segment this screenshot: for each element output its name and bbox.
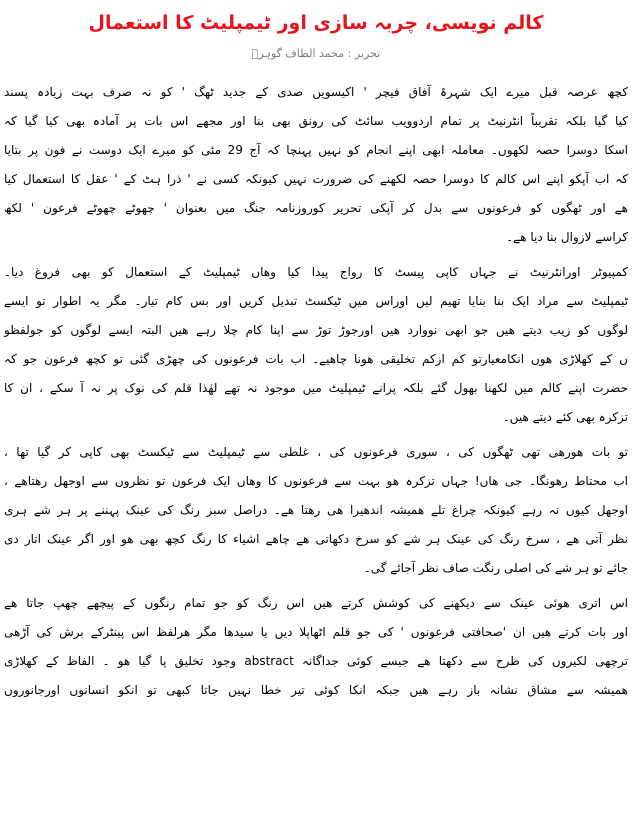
paragraph-2 [4,258,628,432]
text-line: اسکا دوسرا حصہ لکھوں۔ معاملہ ابھی اپنے انجام کو نہیں پہنچا کہ آج 29 مئی کو میرے ایک دوست نے فون پر بتایا [4,143,628,157]
text-line: تزکرہ بھی کئے دیتے ھیں۔ [502,410,628,424]
text-line: ٹیمپلیٹ سے مراد ایک بنا بنایا تھیم لیں اوراس میں ٹیکسٹ تبدیل کریں اور بس کام تیار۔ مگر یہ اطوار تو ایسے [4,294,628,308]
paragraph-1 [4,78,628,252]
text-line: ترچھی لکیروں کی طرح سے دکھتا ھے جیسے کوئی جداگانہ abstract وجود تخلیق پا گیا ھو ۔ الفاظ کے کھلاڑی [4,654,628,668]
text-line: ھے اور ٹھگوں کو فرعونوں سے بدل کر آپکی تحریر کوروزنامہ جنگ میں بعنوان ' چھوٹے چھوٹے فرعون ' لکھ [4,201,628,215]
paragraph-3 [4,438,628,583]
text-line: حضرت اپنے کالم میں لکھنا بھول گئے بلکہ پرانے ٹیمپلیٹ میں موجود نہ تھے لھٰذا قلم کی نوک پر نہ آ سکے ، ان کا [4,381,628,395]
text-line: کیا گیا بلکہ تقریباً انٹرنیٹ پر تمام اردوویب سائٹ کی رونق بھی بنا اور مجھے اس بات پر آمادہ بھی کیا گیا کہ [4,114,628,128]
article-title: کالم نویسی، چربہ سازی اور ٹیمپلیٹ کا استعمال [88,12,544,34]
text-line: ھمیشہ سے مشاق نشانہ باز رہے ھیں جبکہ انکا کوئی تیر خطا نہیں جاتا کبھی تو انکو انسانوں اورجانوروں [4,683,628,697]
text-line: کہ اب آپکو اپنے اس کالم کا دوسرا حصہ لکھنے کی ضرورت نہیں کیونکہ کسی نے ' ذرا ہٹ کے ' عقل کا استعمال کیا [4,172,628,186]
text-line: کچھ عرصہ قبل میرے ایک شہرۂ آفاق فیچر ' اکیسویں صدی کے جدید ٹھگ ' کو نہ صرف بہت زیادہ پسند [4,85,628,99]
article-body [4,78,628,705]
text-line: ں کے کھلاڑی ھوں انکامعیارتو کم ازکم تخلیقی ھونا چاھیے۔ اب بات فرعونوں کی چھڑی گئی تو کچھ فرعون جو کہ [4,352,628,366]
text-line: کراسے لازوال بنا دیا ھے۔ [506,230,628,244]
text-line: نظر آتی ھے ، سرخ رنگ کی عینک ہر شے کو سرخ دکھاتی ھے چاھے اشیاء کا رنگ کچھ بھی ھو اور اگر عینک اتار دی [4,532,628,546]
text-line: اب محتاط رھونگا۔ جی ھاں! جہاں تزکرہ ھو بہت سے فرعونوں کا وھاں ایک فرعون تو نظروں سے اوجھل رھتاھے ، [4,474,628,488]
paragraph-4 [4,589,628,705]
text-line: جائے تو ہر شے کی اصلی رنگت صاف نظر آجائے گی۔ [363,561,628,575]
text-line: اس اتری ھوئی عینک سے دیکھنے کی کوشش کرتے ھیں اس رنگ کو جو تمام رنگوں کے پیچھے چھپ جاتا ھے [4,596,628,610]
article-author: تحریر : محمد الطاف گوہرؔ [251,47,381,60]
text-line: تو بات ھورھی تھی ٹھگوں کی ، سوری فرعونوں کی ، غلطی سے ٹیمپلیٹ سے ٹیکسٹ بھی کاپی کر گیا تھا ، [4,445,628,459]
text-line: کمپیوٹر اورانٹرنیٹ نے جہاں کاپی پیسٹ کا رواج پیدا کیا وھاں ٹیمپلیٹ کے استعمال کو بھی فروغ دیا۔ [4,265,628,279]
text-line: اوجھل کیوں نہ رہے کیونکہ چراغ تلے ھمیشہ اندھیرا ھی رھتا ھے۔ دراصل سبز رنگ کی عینک پہننے پر ہر شے ہری [4,503,628,517]
text-line: لوگوں کو زیب دیتے ھیں جو ابھی نووارد ھیں اورجوڑ توڑ سے اپنا کام چلا رہے ھیں البتہ ایسے لوگوں کو جولفظو [4,323,628,337]
text-line: اور بات کرتے ھیں ان 'صحافتی فرعونوں ' کی جو قلم اٹھاپلا دیں یا سیدھا مگر ھرلفظ اس پینٹرکے برش کی آڑھی [4,625,628,639]
